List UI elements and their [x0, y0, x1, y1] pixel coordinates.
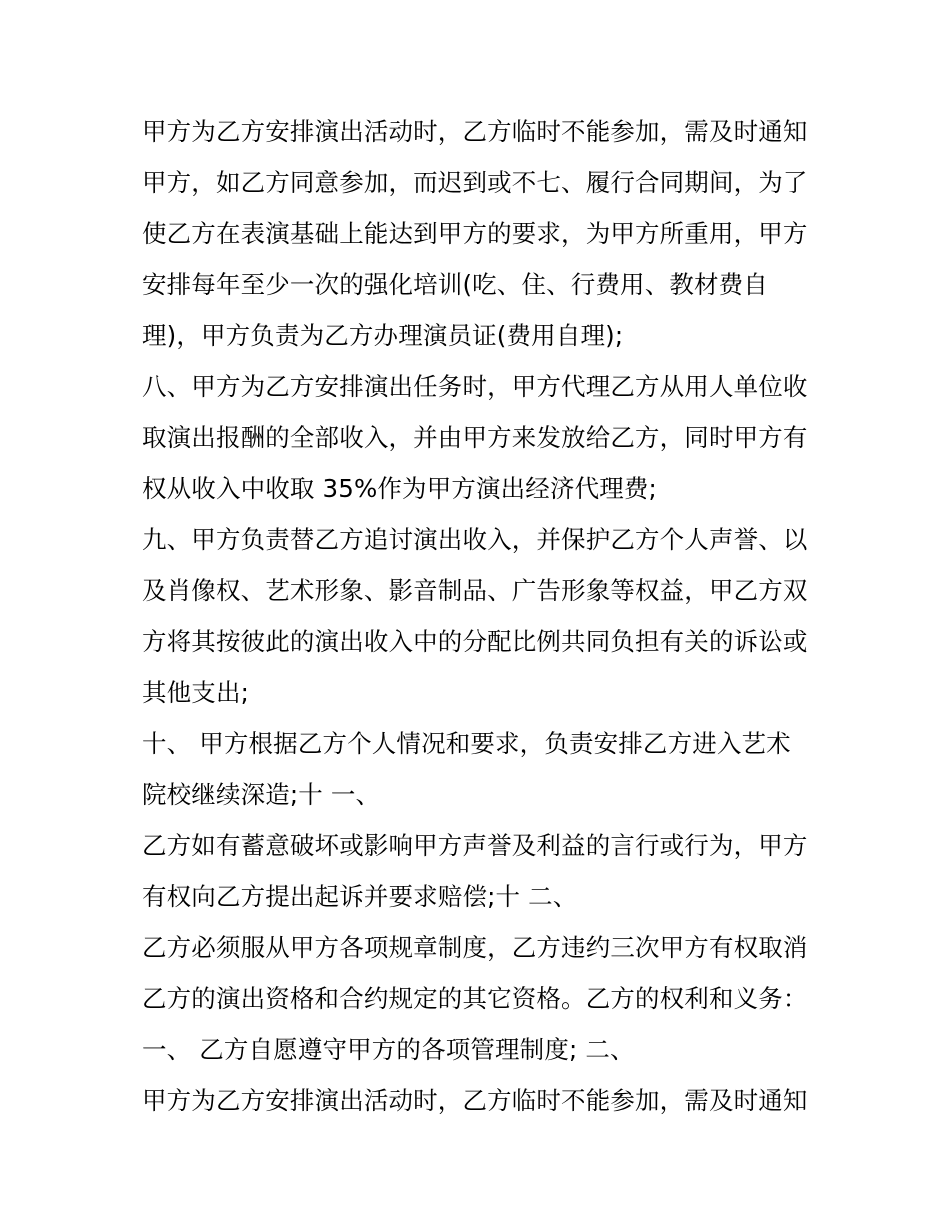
text-line: 院校继续深造;十 一、 — [142, 780, 381, 809]
text-line: 其他支出; — [142, 678, 250, 707]
text-line: 权从收入中收取 35%作为甲方演出经济代理费; — [142, 474, 657, 503]
text-line: 及肖像权、艺术形象、影音制品、广告形象等权益，甲乙方双 — [142, 576, 808, 605]
text-line: 甲方为乙方安排演出活动时，乙方临时不能参加，需及时通知 — [142, 117, 808, 146]
text-line: 甲方为乙方安排演出活动时，乙方临时不能参加，需及时通知 — [142, 1086, 808, 1115]
text-line: 安排每年至少一次的强化培训(吃、住、行费用、教材费自 — [142, 270, 768, 299]
text-line: 九、甲方负责替乙方追讨演出收入，并保护乙方个人声誉、以 — [142, 525, 808, 554]
text-line: 乙方如有蓄意破坏或影响甲方声誉及利益的言行或行为，甲方 — [142, 831, 808, 860]
text-line: 方将其按彼此的演出收入中的分配比例共同负担有关的诉讼或 — [142, 627, 808, 656]
text-line: 使乙方在表演基础上能达到甲方的要求，为甲方所重用，甲方 — [142, 219, 808, 248]
text-line: 乙方必须服从甲方各项规章制度，乙方违约三次甲方有权取消 — [142, 933, 808, 962]
text-line: 甲方，如乙方同意参加，而迟到或不七、履行合同期间，为了 — [142, 168, 808, 197]
text-line: 乙方的演出资格和合约规定的其它资格。乙方的权利和义务： — [142, 984, 808, 1013]
text-line: 十、 甲方根据乙方个人情况和要求，负责安排乙方进入艺术 — [142, 729, 791, 758]
contract-text-body — [142, 106, 842, 1126]
text-line: 八、甲方为乙方安排演出任务时，甲方代理乙方从用人单位收 — [142, 372, 808, 401]
text-line: 取演出报酬的全部收入，并由甲方来发放给乙方，同时甲方有 — [142, 423, 808, 452]
text-line: 有权向乙方提出起诉并要求赔偿;十 二、 — [142, 882, 578, 911]
text-line: 一、 乙方自愿遵守甲方的各项管理制度; 二、 — [142, 1035, 635, 1064]
text-line: 理)，甲方负责为乙方办理演员证(费用自理); — [142, 321, 624, 350]
